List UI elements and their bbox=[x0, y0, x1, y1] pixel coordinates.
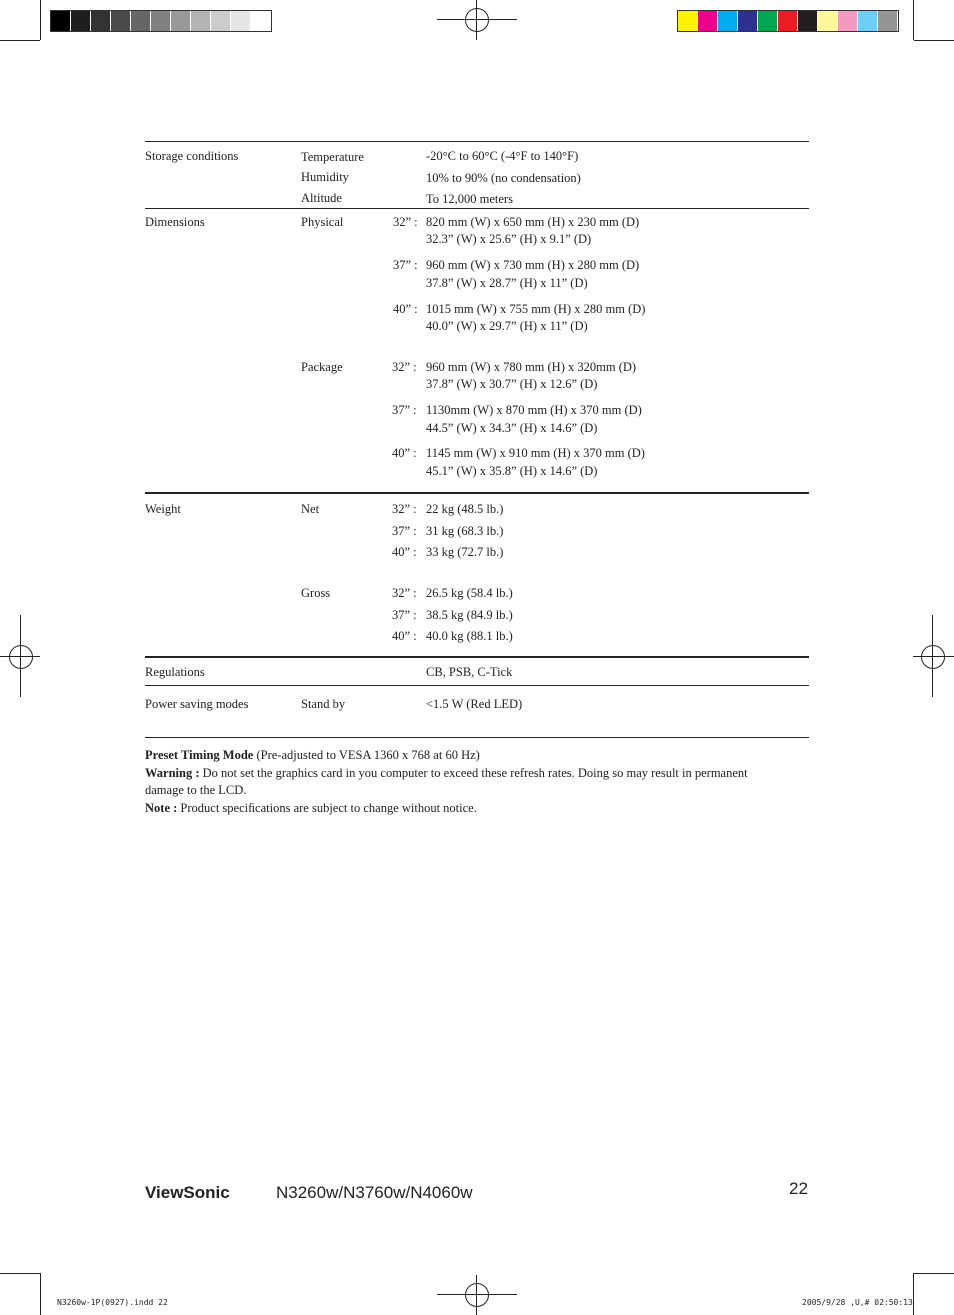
storage-altitude-label: Altitude bbox=[301, 191, 342, 205]
note-line bbox=[145, 801, 477, 815]
physical-37-metric: 960 mm (W) x 730 mm (H) x 280 mm (D) bbox=[426, 258, 640, 272]
color-swatch-6 bbox=[778, 11, 798, 31]
gray-swatch-11 bbox=[251, 11, 271, 31]
physical-37-imperial: 37.8” (W) x 28.7” (H) x 11” (D) bbox=[426, 276, 588, 290]
gray-swatch-3 bbox=[91, 11, 111, 31]
note-label: Note : bbox=[145, 801, 178, 815]
net-size-40: 40” : bbox=[392, 545, 417, 559]
package-size-32: 32” : bbox=[392, 360, 417, 374]
physical-size-32: 32” : bbox=[393, 215, 418, 229]
warning-line bbox=[145, 766, 748, 780]
package-37-metric: 1130mm (W) x 870 mm (H) x 370 mm (D) bbox=[426, 403, 642, 417]
preset-timing-line bbox=[145, 748, 480, 762]
dimensions-bottom-rule bbox=[145, 492, 809, 494]
gross-37-value: 38.5 kg (84.9 lb.) bbox=[426, 608, 513, 622]
weight-label: Weight bbox=[145, 502, 181, 516]
color-swatch-4 bbox=[738, 11, 758, 31]
storage-temperature-value: -20°C to 60°C (-4°F to 140°F) bbox=[426, 149, 579, 163]
storage-altitude-value: To 12,000 meters bbox=[426, 192, 513, 206]
regulations-bottom-rule bbox=[145, 685, 809, 686]
package-37-imperial: 44.5” (W) x 34.3” (H) x 14.6” (D) bbox=[426, 421, 598, 435]
slug-left: N3260w-1P(0927).indd 22 bbox=[57, 1298, 168, 1307]
gray-swatch-1 bbox=[51, 11, 71, 31]
gray-swatch-bar bbox=[50, 10, 272, 32]
footer-model: N3260w/N3760w/N4060w bbox=[276, 1183, 473, 1202]
weight-net-label: Net bbox=[301, 502, 320, 516]
net-37-value: 31 kg (68.3 lb.) bbox=[426, 524, 504, 538]
warning-text: Do not set the graphics card in you computer to exceed these refresh rates. Doing so may result in permanent bbox=[202, 766, 748, 780]
weight-bottom-rule bbox=[145, 656, 809, 658]
physical-40-imperial: 40.0” (W) x 29.7” (H) x 11” (D) bbox=[426, 319, 588, 333]
physical-size-40: 40” : bbox=[393, 302, 418, 316]
gray-swatch-4 bbox=[111, 11, 131, 31]
storage-humidity-value: 10% to 90% (no condensation) bbox=[426, 171, 581, 185]
gross-40-value: 40.0 kg (88.1 lb.) bbox=[426, 629, 513, 643]
power-standby-value: <1.5 W (Red LED) bbox=[426, 697, 523, 711]
color-swatch-10 bbox=[858, 11, 878, 31]
footer-brand: ViewSonic bbox=[145, 1183, 230, 1202]
physical-32-imperial: 32.3” (W) x 25.6” (H) x 9.1” (D) bbox=[426, 232, 592, 246]
dimensions-label: Dimensions bbox=[145, 215, 205, 229]
power-standby-label: Stand by bbox=[301, 697, 346, 711]
color-swatch-9 bbox=[838, 11, 858, 31]
weight-gross-label: Gross bbox=[301, 586, 331, 600]
preset-timing-label: Preset Timing Mode bbox=[145, 748, 254, 762]
table-bottom-rule bbox=[145, 737, 809, 738]
warning-label: Warning : bbox=[145, 766, 200, 780]
power-label: Power saving modes bbox=[145, 697, 249, 711]
gray-swatch-9 bbox=[211, 11, 231, 31]
page-number: 22 bbox=[789, 1179, 808, 1198]
gray-swatch-7 bbox=[171, 11, 191, 31]
package-40-metric: 1145 mm (W) x 910 mm (H) x 370 mm (D) bbox=[426, 446, 645, 460]
preset-timing-text: (Pre-adjusted to VESA 1360 x 768 at 60 Hz) bbox=[256, 748, 480, 762]
gray-swatch-6 bbox=[151, 11, 171, 31]
color-swatch-2 bbox=[698, 11, 718, 31]
package-32-metric: 960 mm (W) x 780 mm (H) x 320mm (D) bbox=[426, 360, 637, 374]
physical-40-metric: 1015 mm (W) x 755 mm (H) x 280 mm (D) bbox=[426, 302, 646, 316]
color-swatch-5 bbox=[758, 11, 778, 31]
net-40-value: 33 kg (72.7 lb.) bbox=[426, 545, 504, 559]
table-top-rule bbox=[145, 141, 809, 142]
storage-label: Storage conditions bbox=[145, 149, 239, 163]
color-swatch-bar bbox=[677, 10, 899, 32]
net-size-37: 37” : bbox=[392, 524, 417, 538]
physical-32-metric: 820 mm (W) x 650 mm (H) x 230 mm (D) bbox=[426, 215, 640, 229]
gross-size-32: 32” : bbox=[392, 586, 417, 600]
gross-size-40: 40” : bbox=[392, 629, 417, 643]
slug-right: 2005/9/28 ,U,# 02:50:13 bbox=[802, 1298, 913, 1307]
gross-size-37: 37” : bbox=[392, 608, 417, 622]
dimensions-package-label: Package bbox=[301, 360, 343, 374]
regulations-value: CB, PSB, C-Tick bbox=[426, 665, 513, 679]
dimensions-physical-label: Physical bbox=[301, 215, 344, 229]
package-40-imperial: 45.1” (W) x 35.8” (H) x 14.6” (D) bbox=[426, 464, 598, 478]
color-swatch-1 bbox=[678, 11, 698, 31]
physical-size-37: 37” : bbox=[393, 258, 418, 272]
color-swatch-7 bbox=[798, 11, 818, 31]
regulations-label: Regulations bbox=[145, 665, 205, 679]
color-swatch-3 bbox=[718, 11, 738, 31]
warning-text-continued: damage to the LCD. bbox=[145, 783, 247, 797]
storage-humidity-label: Humidity bbox=[301, 170, 349, 184]
gray-swatch-10 bbox=[231, 11, 251, 31]
gross-32-value: 26.5 kg (58.4 lb.) bbox=[426, 586, 513, 600]
gray-swatch-8 bbox=[191, 11, 211, 31]
gray-swatch-2 bbox=[71, 11, 91, 31]
net-size-32: 32” : bbox=[392, 502, 417, 516]
note-text: Product speciﬁcations are subject to change without notice. bbox=[180, 801, 477, 815]
color-swatch-11 bbox=[878, 11, 898, 31]
color-swatch-8 bbox=[818, 11, 838, 31]
storage-bottom-rule bbox=[145, 208, 809, 209]
gray-swatch-5 bbox=[131, 11, 151, 31]
storage-temperature-label: Temperature bbox=[301, 150, 364, 164]
package-size-37: 37” : bbox=[392, 403, 417, 417]
net-32-value: 22 kg (48.5 lb.) bbox=[426, 502, 504, 516]
package-32-imperial: 37.8” (W) x 30.7” (H) x 12.6” (D) bbox=[426, 377, 598, 391]
package-size-40: 40” : bbox=[392, 446, 417, 460]
